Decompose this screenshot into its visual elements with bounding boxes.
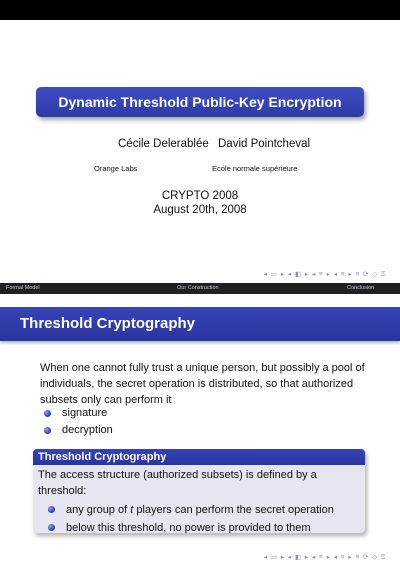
author-affiliation: Ecole normale supérieure — [212, 164, 298, 173]
section-link-formal-model[interactable]: Formal Model — [6, 285, 40, 291]
list-item: decryption — [40, 422, 113, 439]
section-link-our-construction[interactable]: Our Construction — [177, 285, 219, 291]
math-variable: t — [130, 504, 134, 516]
conference-name: CRYPTO 2008 — [161, 190, 239, 202]
block-body — [33, 465, 365, 533]
top-black-bar — [0, 0, 400, 20]
presentation-title: Dynamic Threshold Public-Key Encryption — [58, 94, 342, 110]
presentation-title-box — [36, 87, 364, 117]
author-affiliation: Orange Labs — [94, 164, 138, 173]
block-title: Threshold Cryptography — [33, 449, 365, 465]
section-navigation-bar — [0, 283, 400, 294]
list-item: any group of t players can perform the secret operation — [44, 501, 365, 519]
author-name: David Pointcheval — [218, 138, 311, 150]
beamer-navigation-icons[interactable]: ◂ ▭ ▸ ◂ ◧ ▸ ◂ ≡ ▸ ◂ ≡ ▸ ≡ ⟳ ◇ ⍰ — [263, 271, 386, 278]
bullet-list — [40, 405, 113, 439]
bullet-ball-icon — [48, 524, 55, 531]
definition-block — [33, 449, 365, 533]
frame-title-bar — [0, 307, 400, 341]
block-bullet-list — [44, 501, 365, 533]
list-item: below this threshold, no power is provided to them — [44, 519, 365, 533]
conference-date: August 20th, 2008 — [153, 204, 247, 216]
list-item: signature — [40, 405, 113, 422]
frame-title: Threshold Cryptography — [20, 315, 196, 332]
content-slide — [0, 283, 400, 566]
body-paragraph: When one cannot fully trust a unique person, but possibly a pool of individuals, the secret operation is distributed, so that authorized subsets only can perform it — [40, 362, 365, 406]
section-link-conclusion[interactable]: Conclusion — [347, 285, 375, 291]
conference-info — [0, 189, 400, 217]
block-intro: The access structure (authorized subsets) is defined by a threshold: — [38, 469, 317, 497]
beamer-navigation-icons[interactable]: ◂ ▭ ▸ ◂ ◧ ▸ ◂ ≡ ▸ ◂ ≡ ▸ ≡ ⟳ ◇ ⍰ — [263, 554, 386, 561]
author-name: Cécile Delerablée — [118, 138, 209, 150]
bullet-ball-icon — [44, 410, 51, 417]
bullet-ball-icon — [48, 506, 55, 513]
bullet-ball-icon — [44, 427, 51, 434]
